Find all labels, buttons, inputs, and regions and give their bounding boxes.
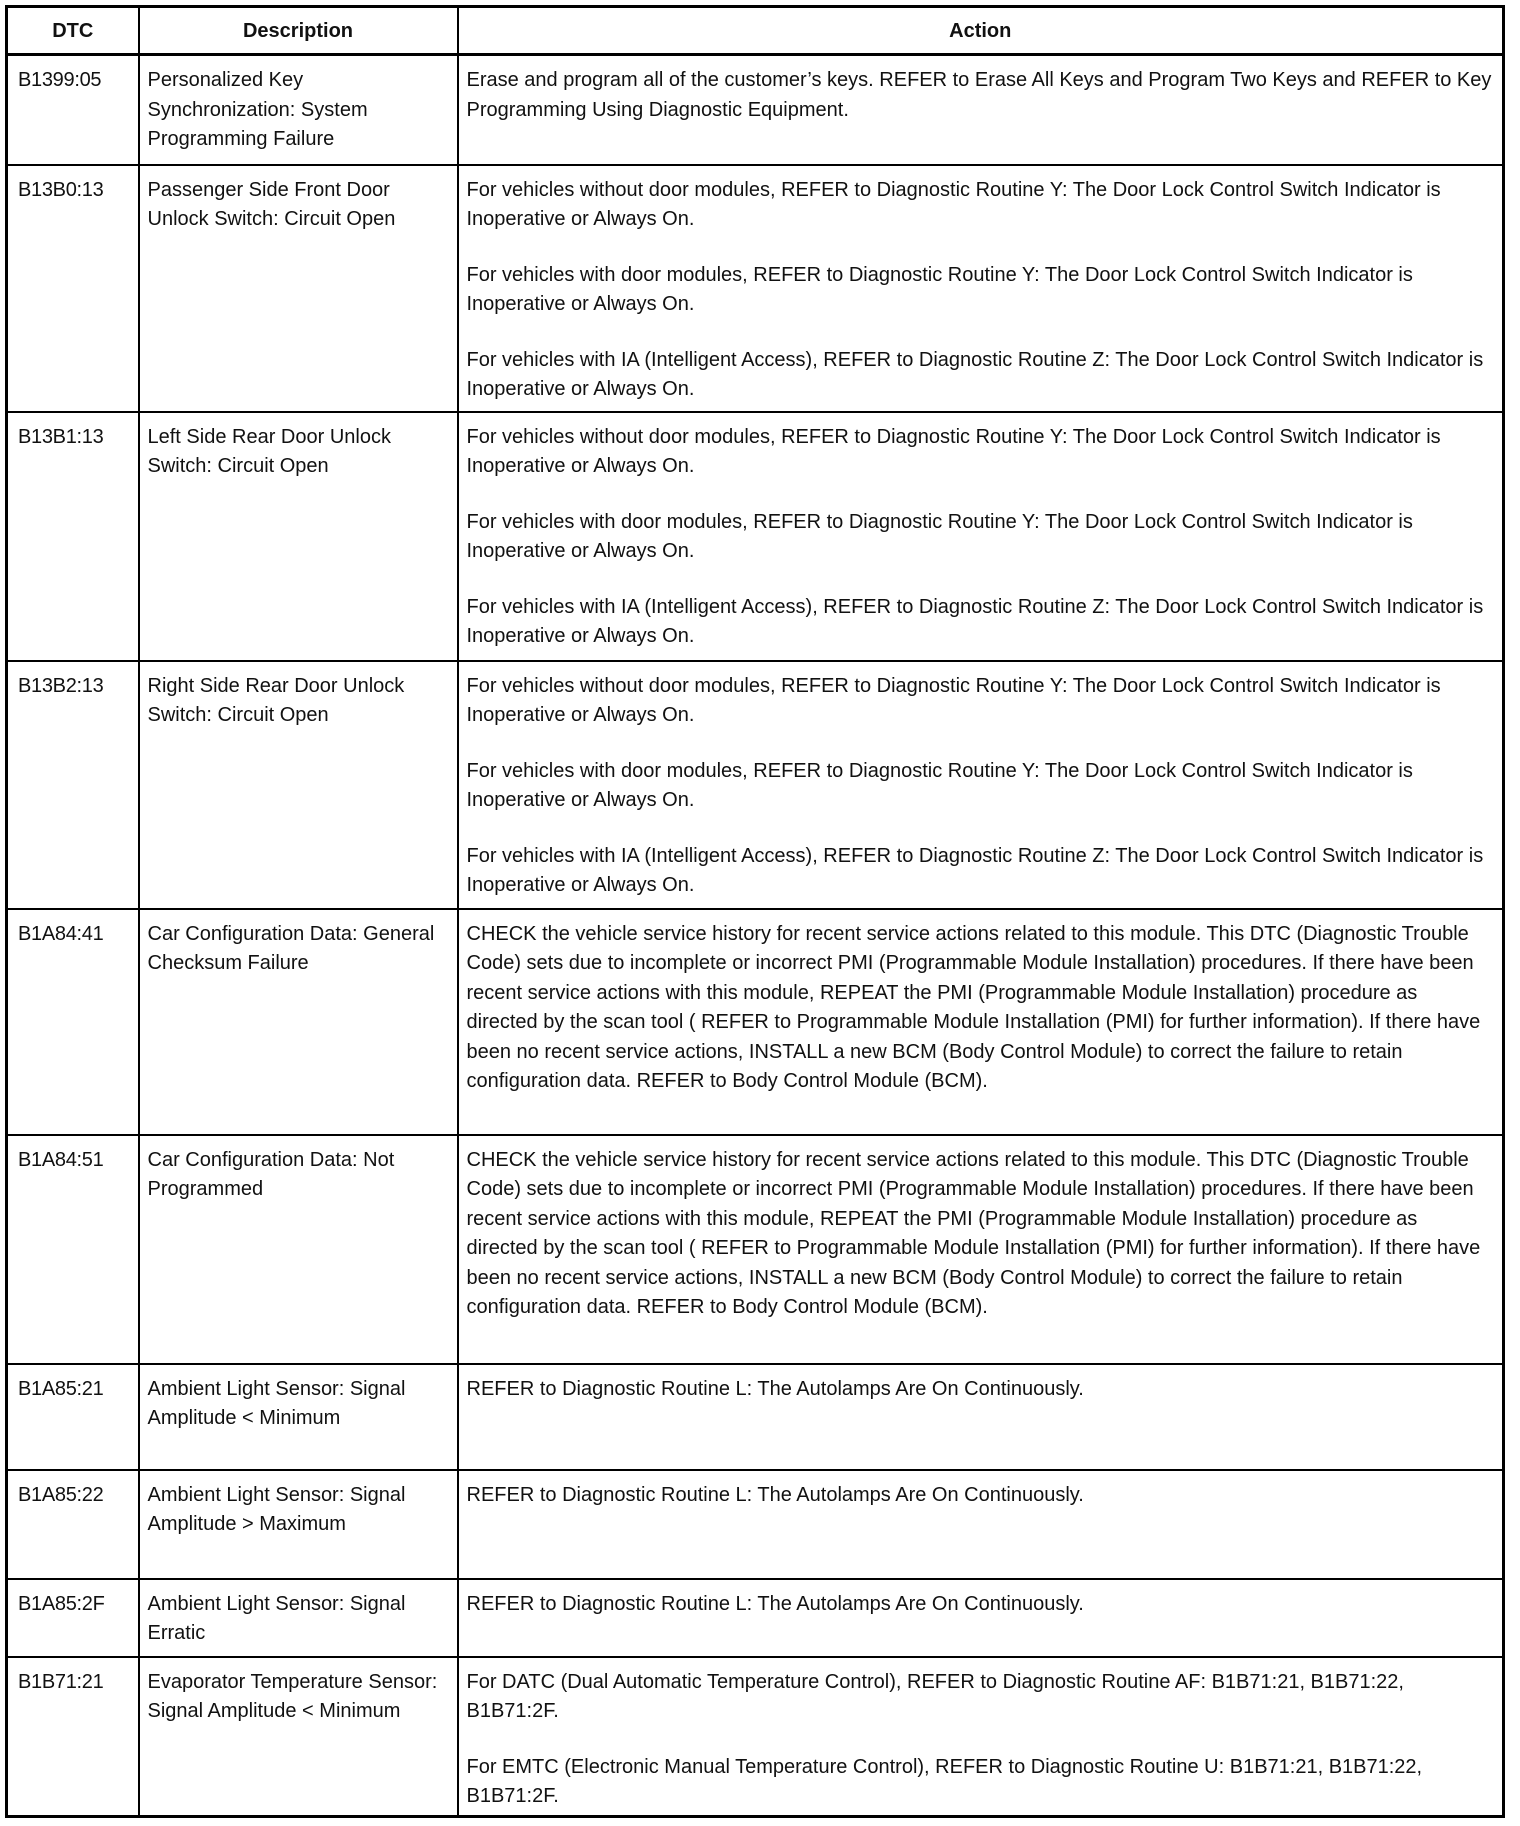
table-row: [7, 661, 1504, 909]
dtc-action: [458, 1657, 1504, 1817]
action-paragraph: For vehicles with IA (Intelligent Access), REFER to Diagnostic Routine Z: The Door Lock Control Switch Indicator is Inoperative or Always On.: [466, 844, 1484, 896]
dtc-code: B1A84:51: [7, 1135, 139, 1364]
table-row: [7, 1579, 1504, 1657]
dtc-action: [458, 412, 1504, 661]
header-action: Action: [458, 7, 1504, 55]
dtc-description: Left Side Rear Door Unlock Switch: Circuit Open: [139, 412, 458, 661]
dtc-action: [458, 1579, 1504, 1657]
dtc-code: B1A85:21: [7, 1364, 139, 1470]
action-paragraph: For vehicles without door modules, REFER to Diagnostic Routine Y: The Door Lock Control Switch Indicator is Inoperative or Always On.: [466, 178, 1441, 230]
dtc-description: Ambient Light Sensor: Signal Amplitude < Minimum: [139, 1364, 458, 1470]
table-row: [7, 412, 1504, 661]
action-paragraph: For vehicles without door modules, REFER to Diagnostic Routine Y: The Door Lock Control Switch Indicator is Inoperative or Always On.: [466, 425, 1441, 477]
dtc-description: Right Side Rear Door Unlock Switch: Circuit Open: [139, 661, 458, 909]
action-paragraph: CHECK the vehicle service history for recent service actions related to this module. This DTC (Diagnostic Trouble Code) sets due to incomplete or incorrect PMI (Programmable Module Installation) procedures. If there have been recent service actions with this module, REPEAT the PMI (Programmable Module Installation) procedure as directed by the scan tool ( REFER to Programmable Module Installation (PMI) for further information). If there have been no recent service actions, INSTALL a new BCM (Body Control Module) to correct the failure to retain configuration data. REFER to Body Control Module (BCM).: [466, 1148, 1481, 1318]
dtc-code: B13B1:13: [7, 412, 139, 661]
dtc-action: [458, 661, 1504, 909]
table-row: [7, 909, 1504, 1135]
dtc-action: [458, 1364, 1504, 1470]
action-paragraph: Erase and program all of the customer’s keys. REFER to Erase All Keys and Program Two Keys and REFER to Key Programming Using Diagnostic Equipment.: [466, 69, 1492, 121]
dtc-code: B1B71:21: [7, 1657, 139, 1817]
action-paragraph: REFER to Diagnostic Routine L: The Autolamps Are On Continuously.: [466, 1592, 1084, 1615]
dtc-description: Ambient Light Sensor: Signal Erratic: [139, 1579, 458, 1657]
dtc-action: [458, 165, 1504, 412]
dtc-action: [458, 909, 1504, 1135]
header-description: Description: [139, 7, 458, 55]
action-paragraph: REFER to Diagnostic Routine L: The Autolamps Are On Continuously.: [466, 1377, 1084, 1400]
dtc-table: [5, 5, 1505, 1818]
dtc-description: Personalized Key Synchronization: System Programming Failure: [139, 55, 458, 165]
action-paragraph: For EMTC (Electronic Manual Temperature Control), REFER to Diagnostic Routine U: B1B71:21, B1B71:22, B1B71:2F.: [466, 1755, 1423, 1807]
table-body: [7, 55, 1504, 1817]
header-dtc: DTC: [7, 7, 139, 55]
table-row: [7, 1470, 1504, 1579]
dtc-code: B1399:05: [7, 55, 139, 165]
dtc-code: B1A85:2F: [7, 1579, 139, 1657]
action-paragraph: For vehicles without door modules, REFER to Diagnostic Routine Y: The Door Lock Control Switch Indicator is Inoperative or Always On.: [466, 674, 1441, 726]
action-paragraph: For vehicles with IA (Intelligent Access), REFER to Diagnostic Routine Z: The Door Lock Control Switch Indicator is Inoperative or Always On.: [466, 595, 1484, 647]
dtc-code: B1A85:22: [7, 1470, 139, 1579]
dtc-description: Evaporator Temperature Sensor: Signal Amplitude < Minimum: [139, 1657, 458, 1817]
action-paragraph: For DATC (Dual Automatic Temperature Control), REFER to Diagnostic Routine AF: B1B71:21, B1B71:22, B1B71:2F.: [466, 1670, 1404, 1722]
action-paragraph: For vehicles with door modules, REFER to Diagnostic Routine Y: The Door Lock Control Switch Indicator is Inoperative or Always On.: [466, 263, 1413, 315]
dtc-description: Ambient Light Sensor: Signal Amplitude > Maximum: [139, 1470, 458, 1579]
dtc-action: [458, 1135, 1504, 1364]
table-row: [7, 1657, 1504, 1817]
action-paragraph: CHECK the vehicle service history for recent service actions related to this module. This DTC (Diagnostic Trouble Code) sets due to incomplete or incorrect PMI (Programmable Module Installation) procedures. If there have been recent service actions with this module, REPEAT the PMI (Programmable Module Installation) procedure as directed by the scan tool ( REFER to Programmable Module Installation (PMI) for further information). If there have been no recent service actions, INSTALL a new BCM (Body Control Module) to correct the failure to retain configuration data. REFER to Body Control Module (BCM).: [466, 922, 1481, 1092]
action-paragraph: For vehicles with door modules, REFER to Diagnostic Routine Y: The Door Lock Control Switch Indicator is Inoperative or Always On.: [466, 759, 1413, 811]
action-paragraph: For vehicles with IA (Intelligent Access), REFER to Diagnostic Routine Z: The Door Lock Control Switch Indicator is Inoperative or Always On.: [466, 348, 1484, 400]
dtc-code: B13B0:13: [7, 165, 139, 412]
dtc-description: Car Configuration Data: Not Programmed: [139, 1135, 458, 1364]
dtc-description: Car Configuration Data: General Checksum Failure: [139, 909, 458, 1135]
dtc-description: Passenger Side Front Door Unlock Switch: Circuit Open: [139, 165, 458, 412]
action-paragraph: REFER to Diagnostic Routine L: The Autolamps Are On Continuously.: [466, 1483, 1084, 1506]
dtc-action: [458, 55, 1504, 165]
table-row: [7, 1135, 1504, 1364]
table-row: [7, 1364, 1504, 1470]
action-paragraph: For vehicles with door modules, REFER to Diagnostic Routine Y: The Door Lock Control Switch Indicator is Inoperative or Always On.: [466, 510, 1413, 562]
dtc-action: [458, 1470, 1504, 1579]
dtc-code: B1A84:41: [7, 909, 139, 1135]
table-row: [7, 55, 1504, 165]
table-row: [7, 165, 1504, 412]
table-header-row: [7, 7, 1504, 55]
dtc-code: B13B2:13: [7, 661, 139, 909]
